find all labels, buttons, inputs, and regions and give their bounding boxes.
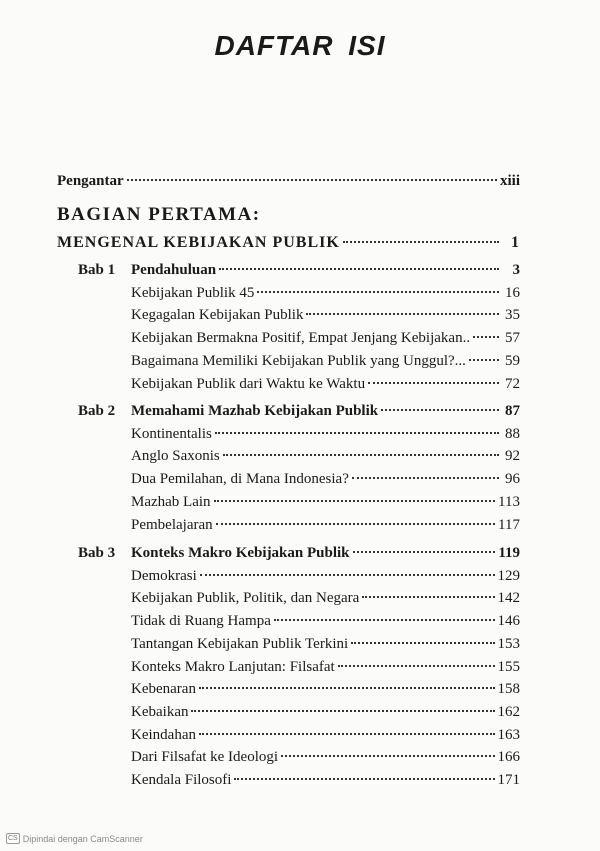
- dot-leader: [127, 178, 497, 181]
- toc-label: Konteks Makro Kebijakan Publik: [131, 545, 350, 561]
- toc-label: Pendahuluan: [131, 262, 217, 278]
- toc-page-number: 155: [497, 659, 520, 675]
- section-entry: [131, 327, 520, 349]
- toc-page-number: 146: [497, 613, 520, 629]
- toc-entry-pengantar: [57, 170, 520, 192]
- dot-leader: [473, 335, 499, 338]
- toc-page-number: 117: [498, 517, 520, 533]
- toc-page-number: 171: [497, 772, 520, 788]
- section-entry: [131, 468, 520, 490]
- dot-leader: [199, 686, 495, 689]
- toc-label: Kebijakan Bermakna Positif, Empat Jenjang Kebijakan..: [131, 330, 471, 346]
- chapter-title-entry: [131, 542, 520, 564]
- dot-leader: [343, 240, 499, 243]
- toc-label: Tantangan Kebijakan Publik Terkini: [131, 636, 349, 652]
- dot-leader: [469, 358, 499, 361]
- section-entry: [131, 610, 520, 632]
- toc-page-number: 162: [497, 704, 520, 720]
- scanner-watermark: [6, 833, 143, 844]
- section-entry: [131, 282, 520, 304]
- dot-leader: [281, 754, 494, 757]
- toc-label: Kebijakan Publik 45: [131, 285, 255, 301]
- dot-leader: [215, 431, 499, 434]
- toc-label: Kebaikan: [131, 704, 189, 720]
- toc-page-number: 158: [497, 681, 520, 697]
- page-title: DAFTAR ISI: [214, 30, 386, 61]
- part-heading: BAGIAN PERTAMA:: [57, 204, 261, 225]
- toc-page-number: 153: [497, 636, 520, 652]
- toc-page-number: 163: [497, 727, 520, 743]
- toc-label: Tidak di Ruang Hampa: [131, 613, 271, 629]
- toc-page-number: 96: [505, 471, 520, 487]
- toc-label: Mazhab Lain: [131, 494, 211, 510]
- section-entry: [131, 565, 520, 587]
- toc-page-number: 142: [497, 590, 520, 606]
- toc-label: Kebijakan Publik, Politik, dan Negara: [131, 590, 360, 606]
- toc-page-number: 72: [505, 376, 520, 392]
- section-entry: [131, 304, 520, 326]
- toc-page-number: 119: [498, 545, 520, 561]
- dot-leader: [223, 453, 499, 456]
- section-entry: [131, 678, 520, 700]
- chapter-number: Bab 3: [78, 545, 116, 561]
- toc-label: Kendala Filosofi: [131, 772, 232, 788]
- toc-page-number: 88: [505, 426, 520, 442]
- chapter-title-entry: [131, 400, 520, 422]
- section-entry: [131, 373, 520, 395]
- toc-label: Pengantar: [57, 173, 124, 189]
- dot-leader: [381, 408, 499, 411]
- toc-label: Keindahan: [131, 727, 196, 743]
- dot-leader: [353, 550, 496, 553]
- toc-label: Anglo Saxonis: [131, 448, 220, 464]
- dot-leader: [274, 618, 495, 621]
- watermark-text: Dipindai dengan CamScanner: [22, 833, 143, 844]
- section-entry: [131, 746, 520, 768]
- dot-leader: [219, 267, 499, 270]
- section-entry: [131, 445, 520, 467]
- dot-leader: [216, 522, 495, 525]
- section-entry: [131, 701, 520, 723]
- dot-leader: [257, 290, 499, 293]
- toc-label: Kontinentalis: [131, 426, 212, 442]
- camscanner-icon: CS: [8, 835, 18, 842]
- toc-label: Konteks Makro Lanjutan: Filsafat: [131, 659, 335, 675]
- toc-page-number: 166: [497, 749, 520, 765]
- section-entry: [131, 587, 520, 609]
- dot-leader: [352, 476, 499, 479]
- dot-leader: [191, 709, 494, 712]
- part-subheading: MENGENAL KEBIJAKAN PUBLIK: [57, 234, 340, 251]
- section-entry: [131, 423, 520, 445]
- toc-label: Dua Pemilahan, di Mana Indonesia?: [131, 471, 349, 487]
- toc-page-number: 92: [505, 448, 520, 464]
- dot-leader: [351, 641, 494, 644]
- section-entry: [131, 656, 520, 678]
- toc-page-number: 59: [505, 353, 520, 369]
- dot-leader: [306, 312, 499, 315]
- section-entry: [131, 769, 520, 791]
- section-entry: [131, 350, 520, 372]
- dot-leader: [200, 573, 495, 576]
- toc-label: Bagaimana Memiliki Kebijakan Publik yang Unggul?...: [131, 353, 466, 369]
- toc-label: Memahami Mazhab Kebijakan Publik: [131, 403, 379, 419]
- section-entry: [131, 491, 520, 513]
- toc-label: Dari Filsafat ke Ideologi: [131, 749, 279, 765]
- toc-page-number: xiii: [499, 173, 520, 189]
- section-entry: [131, 514, 520, 536]
- toc-page-number: 113: [498, 494, 520, 510]
- dot-leader: [199, 732, 495, 735]
- toc-label: Pembelajaran: [131, 517, 213, 533]
- toc-entry-part: [57, 232, 520, 254]
- dot-leader: [362, 595, 494, 598]
- toc-page-number: 129: [497, 568, 520, 584]
- toc-label: Kegagalan Kebijakan Publik: [131, 307, 304, 323]
- toc-page-number: 16: [505, 285, 520, 301]
- chapter-number: Bab 1: [78, 262, 116, 278]
- toc-page-number: 87: [505, 403, 520, 419]
- section-entry: [131, 633, 520, 655]
- dot-leader: [234, 777, 494, 780]
- toc-page-number: 1: [511, 234, 520, 251]
- toc-page-number: 35: [505, 307, 520, 323]
- toc-label: Demokrasi: [131, 568, 197, 584]
- section-entry: [131, 724, 520, 746]
- toc-page-number: 3: [512, 262, 520, 278]
- dot-leader: [338, 664, 495, 667]
- toc-page-number: 57: [505, 330, 520, 346]
- dot-leader: [214, 499, 495, 502]
- dot-leader: [368, 381, 499, 384]
- chapter-title-entry: [131, 259, 520, 281]
- toc-label: Kebijakan Publik dari Waktu ke Waktu: [131, 376, 366, 392]
- toc-label: Kebenaran: [131, 681, 196, 697]
- chapter-number: Bab 2: [78, 403, 116, 419]
